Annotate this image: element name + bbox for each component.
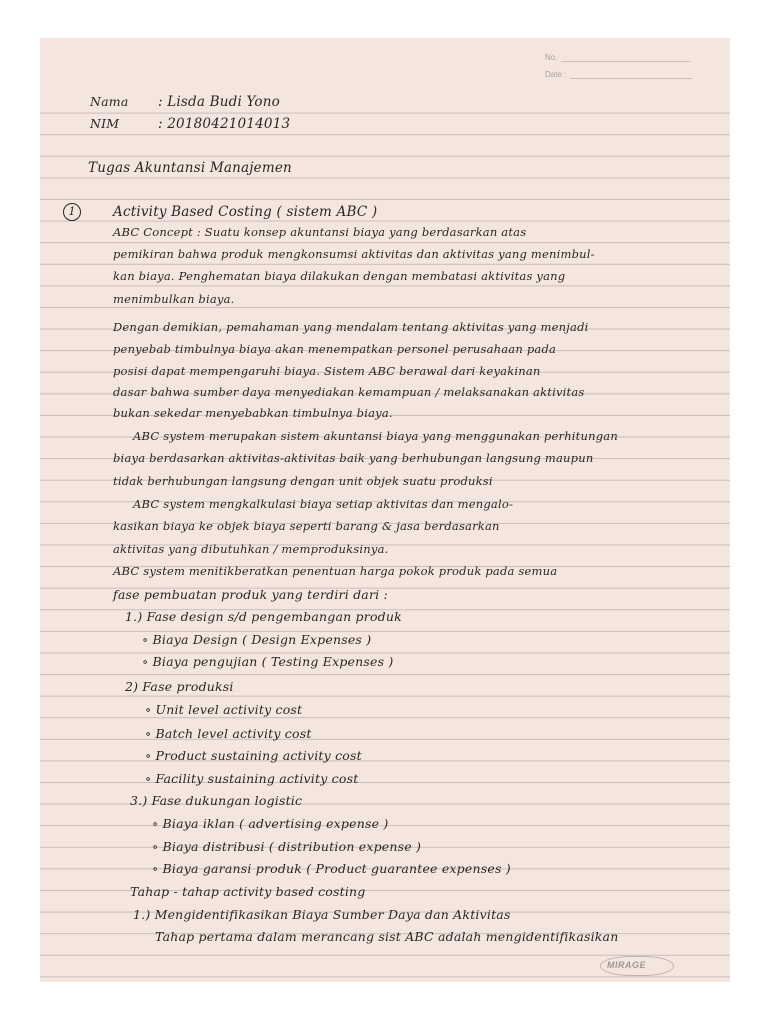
text-line: ABC system merupakan sistem akuntansi biaya yang menggunakan perhitungan	[133, 429, 618, 443]
no-label: No.	[545, 53, 558, 62]
date-line	[570, 78, 692, 79]
list-item: ∘ Unit level activity cost	[145, 702, 303, 717]
list-item: ∘ Batch level activity cost	[145, 726, 312, 741]
text-line: ABC system menitikberatkan penentuan harga pokok produk pada semua	[113, 564, 558, 578]
list-item: 3.) Fase dukungan logistic	[130, 793, 303, 808]
text-line: ABC system mengkalkulasi biaya setiap aktivitas dan mengalo-	[133, 497, 514, 511]
text-line: tidak berhubungan langsung dengan unit objek suatu produksi	[113, 474, 493, 488]
text-line: aktivitas yang dibutuhkan / memproduksinya.	[113, 542, 389, 556]
list-item: ∘ Biaya pengujian ( Testing Expenses )	[142, 654, 394, 669]
text-line: fase pembuatan produk yang terdiri dari :	[113, 587, 388, 602]
list-item: ∘ Biaya distribusi ( distribution expense )	[152, 839, 422, 854]
page-title: Tugas Akuntansi Manajemen	[88, 160, 292, 176]
list-item: ∘ Biaya Design ( Design Expenses )	[142, 632, 372, 647]
date-field	[545, 70, 692, 79]
text-line: Dengan demikian, pemahaman yang mendalam tentang aktivitas yang menjadi	[113, 320, 589, 334]
text-line: posisi dapat mempengaruhi biaya. Sistem ABC berawal dari keyakinan	[113, 364, 541, 378]
list-item: 2) Fase produksi	[125, 679, 234, 694]
date-label: Date :	[545, 70, 567, 79]
text-line: Tahap pertama dalam merancang sist ABC adalah mengidentifikasikan	[155, 929, 619, 944]
text-line: kasikan biaya ke objek biaya seperti barang & jasa berdasarkan	[113, 519, 500, 533]
brand-logo: MIRAGE	[607, 960, 646, 970]
text-line: bukan sekedar menyebabkan timbulnya biaya.	[113, 406, 393, 420]
section-number-badge: 1	[63, 203, 81, 221]
text-line: pemikiran bahwa produk mengkonsumsi aktivitas dan aktivitas yang menimbul-	[113, 247, 595, 261]
nama-label: Nama	[90, 94, 129, 109]
no-field	[545, 53, 691, 62]
list-item: ∘ Facility sustaining activity cost	[145, 771, 359, 786]
nim-value: : 20180421014013	[158, 116, 291, 132]
text-line: Activity Based Costing ( sistem ABC )	[113, 204, 378, 220]
nim-label: NIM	[90, 116, 120, 131]
text-line: Tahap - tahap activity based costing	[130, 884, 366, 899]
text-line: penyebab timbulnya biaya akan menempatkan personel perusahaan pada	[113, 342, 557, 356]
text-line: ABC Concept : Suatu konsep akuntansi biaya yang berdasarkan atas	[113, 225, 527, 239]
list-item: 1.) Fase design s/d pengembangan produk	[125, 609, 402, 624]
text-line: 1.) Mengidentifikasikan Biaya Sumber Daya dan Aktivitas	[133, 907, 511, 922]
list-item: ∘ Biaya garansi produk ( Product guarantee expenses )	[152, 861, 511, 876]
no-line	[561, 61, 691, 62]
text-line: biaya berdasarkan aktivitas-aktivitas baik yang berhubungan langsung maupun	[113, 451, 594, 465]
notebook-page	[40, 38, 730, 982]
text-line: kan biaya. Penghematan biaya dilakukan dengan membatasi aktivitas yang	[113, 269, 566, 283]
list-item: ∘ Biaya iklan ( advertising expense )	[152, 816, 389, 831]
list-item: ∘ Product sustaining activity cost	[145, 748, 362, 763]
nama-value: : Lisda Budi Yono	[158, 94, 280, 110]
page-header-band	[40, 38, 730, 92]
text-line: menimbulkan biaya.	[113, 292, 235, 306]
text-line: dasar bahwa sumber daya menyediakan kemampuan / melaksanakan aktivitas	[113, 385, 585, 399]
